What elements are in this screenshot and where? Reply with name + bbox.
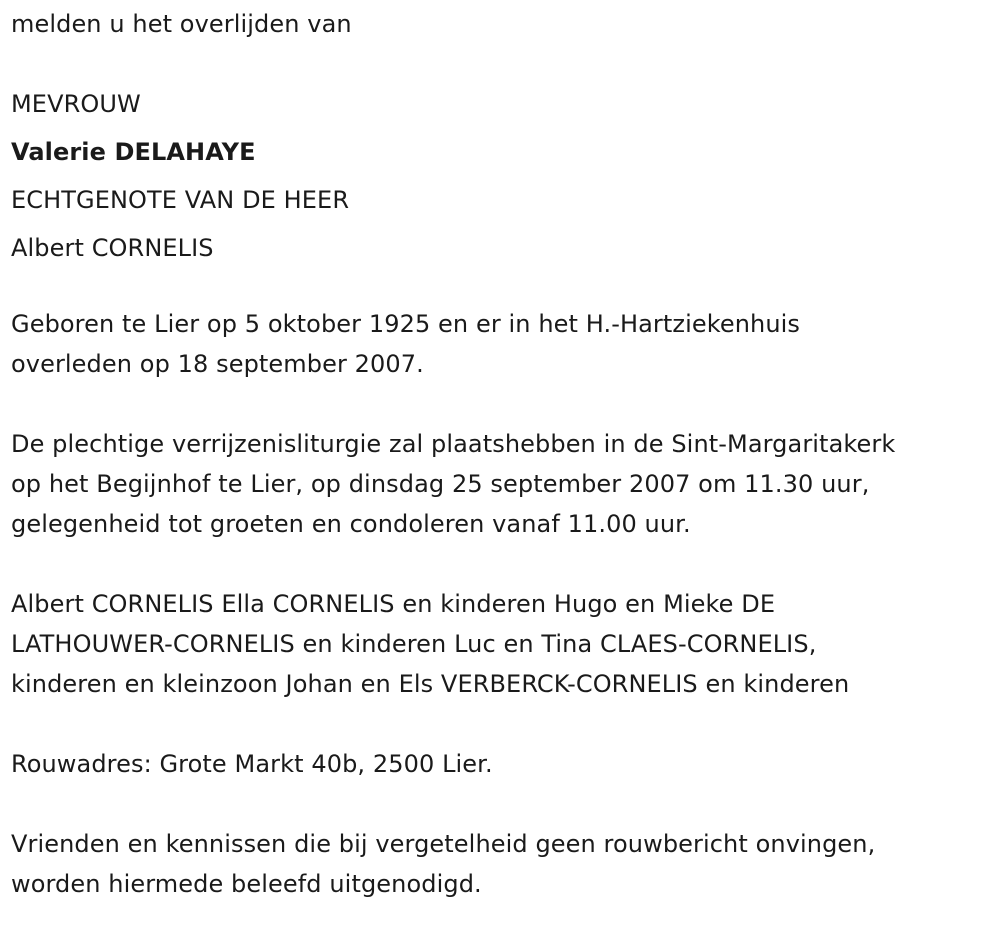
spacer	[11, 48, 996, 80]
birth-death-paragraph	[11, 304, 996, 384]
deceased-name: Valerie DELAHAYE	[11, 138, 256, 166]
family-paragraph	[11, 584, 996, 704]
paragraph-line: Vrienden en kennissen die bij vergetelheid geen rouwbericht onvingen,	[11, 830, 876, 858]
paragraph-line: kinderen en kleinzoon Johan en Els VERBERCK-CORNELIS en kinderen	[11, 670, 850, 698]
paragraph-line: worden hiermede beleefd uitgenodigd.	[11, 870, 482, 898]
intro-text: melden u het overlijden van	[11, 10, 352, 38]
ceremony-paragraph	[11, 424, 996, 544]
paragraph-line: Geboren te Lier op 5 oktober 1925 en er in het H.-Hartziekenhuis	[11, 310, 801, 338]
obituary-notice	[11, 0, 996, 904]
paragraph-line: overleden op 18 september 2007.	[11, 350, 424, 378]
spacer	[11, 272, 996, 304]
spacer	[11, 384, 996, 424]
spacer	[11, 784, 996, 824]
paragraph-line: gelegenheid tot groeten en condoleren vanaf 11.00 uur.	[11, 510, 691, 538]
mourning-address: Rouwadres: Grote Markt 40b, 2500 Lier.	[11, 750, 493, 778]
spacer	[11, 544, 996, 584]
paragraph-line: De plechtige verrijzenisliturgie zal plaatshebben in de Sint-Margaritakerk	[11, 430, 896, 458]
deceased-title: MEVROUW	[11, 90, 141, 118]
spacer	[11, 704, 996, 744]
paragraph-line: op het Begijnhof te Lier, op dinsdag 25 september 2007 om 11.30 uur,	[11, 470, 870, 498]
paragraph-line: Albert CORNELIS Ella CORNELIS en kinderen Hugo en Mieke DE	[11, 590, 776, 618]
closing-paragraph	[11, 824, 996, 904]
spouse-name: Albert CORNELIS	[11, 234, 214, 262]
paragraph-line: LATHOUWER-CORNELIS en kinderen Luc en Tina CLAES-CORNELIS,	[11, 630, 817, 658]
deceased-relation: ECHTGENOTE VAN DE HEER	[11, 186, 350, 214]
deceased-block	[11, 80, 996, 272]
